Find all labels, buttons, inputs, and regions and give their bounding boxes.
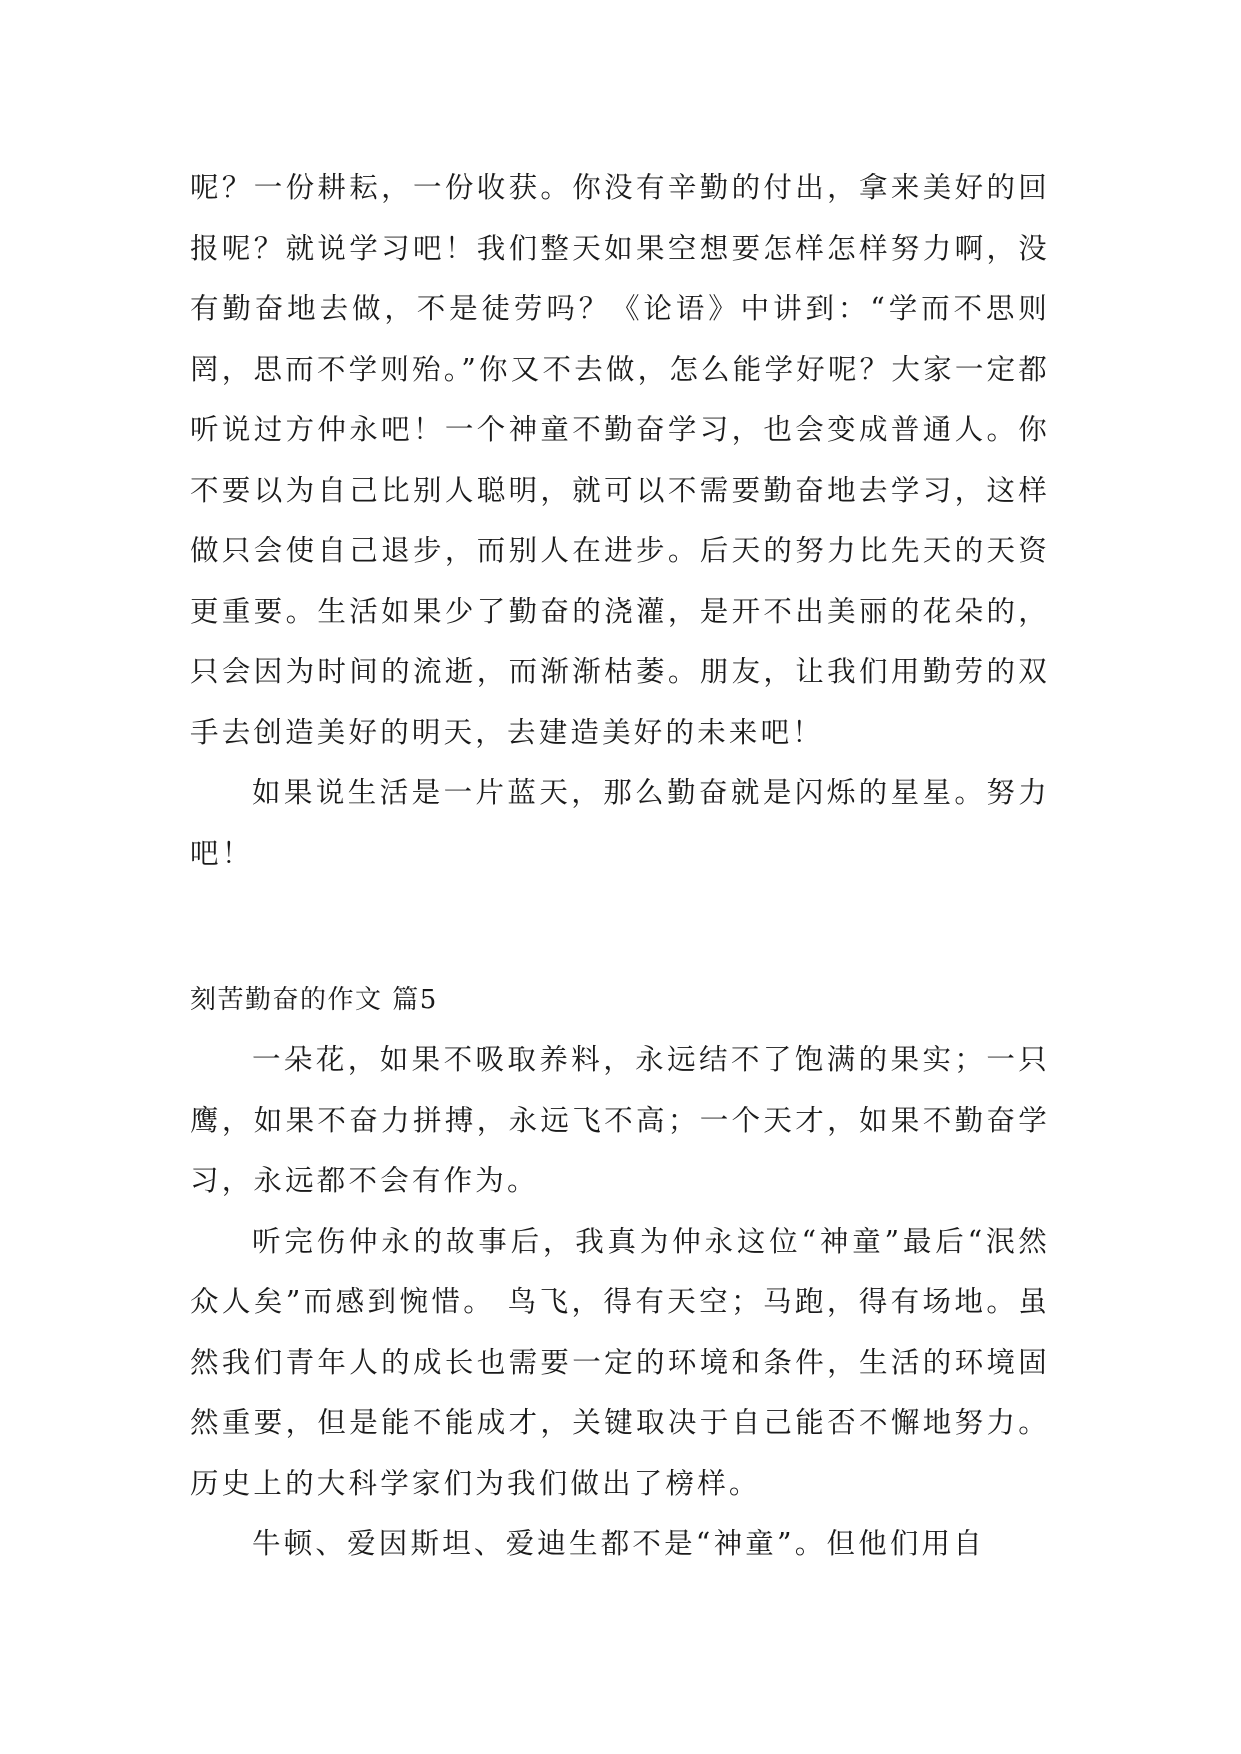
body-paragraph: 如果说生活是一片蓝天，那么勤奋就是闪烁的星星。努力吧！ — [190, 776, 1050, 870]
body-paragraph: 呢？一份耕耘，一份收获。你没有辛勤的付出，拿来美好的回报呢？就说学习吧！我们整天如果空想要怎样怎样努力啊，没有勤奋地去做，不是徒劳吗？《论语》中讲到：“学而不思则罔，思而不学则殆。”你又不去做，怎么能学好呢？大家一定都听说过方仲永吧！一个神童不勤奋学习，也会变成普通人。你不要以为自己比别人聪明，就可以不需要勤奋地去学习，这样做只会使自己退步，而别人在进步。后天的努力比先天的天资更重要。生活如果少了勤奋的浇灌，是开不出美丽的花朵的，只会因为时间的流逝，而渐渐枯萎。朋友，让我们用勤劳的双手去创造美好的明天，去建造美好的未来吧！ — [190, 171, 1050, 749]
body-paragraph: 牛顿、爱因斯坦、爱迪生都不是“神童”。但他们用自 — [252, 1527, 985, 1560]
document-body — [190, 158, 1050, 1575]
section-heading: 刻苦勤奋的作文 篇5 — [190, 985, 438, 1015]
body-paragraph: 一朵花，如果不吸取养料，永远结不了饱满的果实；一只鹰，如果不奋力拼搏，永远飞不高；一个天才，如果不勤奋学习，永远都不会有作为。 — [190, 1043, 1050, 1197]
body-paragraph: 听完伤仲永的故事后，我真为仲永这位“神童”最后“泯然众人矣”而感到惋惜。 鸟飞，得有天空；马跑，得有场地。虽然我们青年人的成长也需要一定的环境和条件，生活的环境固然重要，但是能不能成才，关键取决于自己能否不懈地努力。历史上的大科学家们为我们做出了榜样。 — [190, 1224, 1050, 1500]
